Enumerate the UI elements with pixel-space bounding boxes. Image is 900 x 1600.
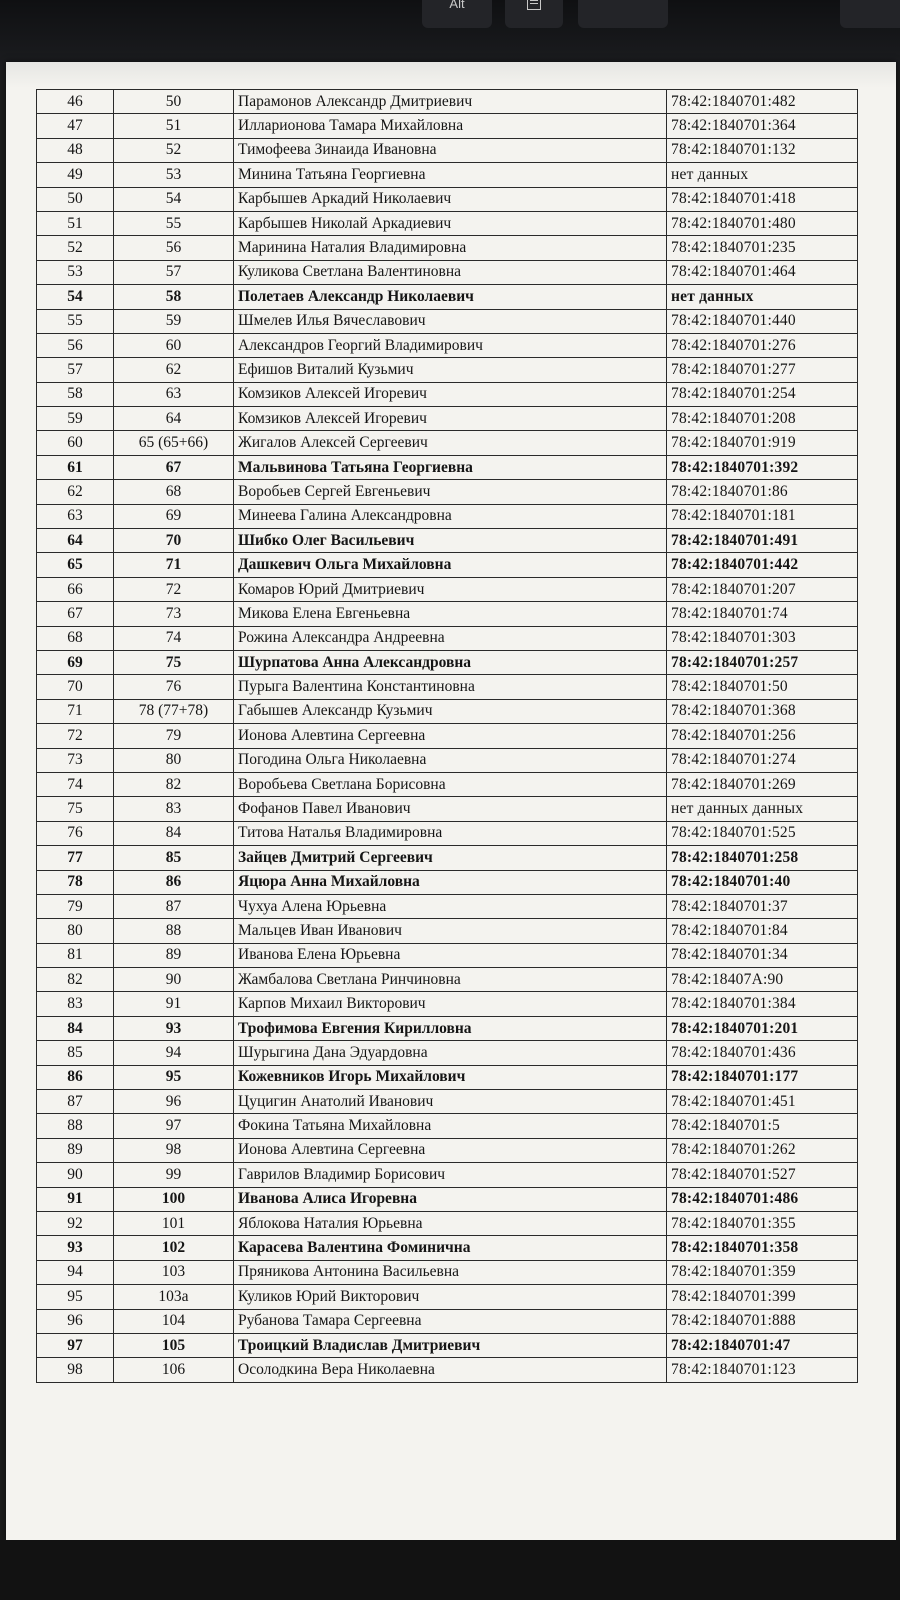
cadastral-number-cell: 78:42:1840701:37 <box>667 894 858 918</box>
table-row <box>37 553 858 577</box>
row-number-cell: 76 <box>37 821 114 845</box>
plot-number-cell: 74 <box>114 626 234 650</box>
table-row <box>37 1187 858 1211</box>
cadastral-number-cell: 78:42:1840701:442 <box>667 553 858 577</box>
plot-number-cell: 99 <box>114 1163 234 1187</box>
owner-name-cell: Шурыгина Дана Эдуардовна <box>234 1041 667 1065</box>
owner-name-cell: Погодина Ольга Николаевна <box>234 748 667 772</box>
table-row <box>37 455 858 479</box>
row-number-cell: 92 <box>37 1211 114 1235</box>
plot-number-cell: 106 <box>114 1358 234 1382</box>
owner-name-cell: Маринина Наталия Владимировна <box>234 236 667 260</box>
plot-number-cell: 64 <box>114 407 234 431</box>
bottom-background <box>0 1540 900 1600</box>
cadastral-number-cell: 78:42:1840701:888 <box>667 1309 858 1333</box>
cadastral-number-cell: 78:42:1840701:399 <box>667 1285 858 1309</box>
owner-name-cell: Иванова Елена Юрьевна <box>234 943 667 967</box>
plot-number-cell: 100 <box>114 1187 234 1211</box>
owner-name-cell: Карбышев Аркадий Николаевич <box>234 187 667 211</box>
owner-name-cell: Тимофеева Зинаида Ивановна <box>234 138 667 162</box>
owner-name-cell: Рожина Александра Андреевна <box>234 626 667 650</box>
plot-number-cell: 54 <box>114 187 234 211</box>
owner-name-cell: Полетаев Александр Николаевич <box>234 285 667 309</box>
plot-number-cell: 104 <box>114 1309 234 1333</box>
owner-name-cell: Пряникова Антонина Васильевна <box>234 1260 667 1284</box>
row-number-cell: 74 <box>37 772 114 796</box>
row-number-cell: 65 <box>37 553 114 577</box>
plot-number-cell: 105 <box>114 1333 234 1357</box>
cadastral-number-cell: 78:42:1840701:181 <box>667 504 858 528</box>
plot-number-cell: 60 <box>114 333 234 357</box>
row-number-cell: 69 <box>37 650 114 674</box>
row-number-cell: 81 <box>37 943 114 967</box>
row-number-cell: 95 <box>37 1285 114 1309</box>
row-number-cell: 62 <box>37 480 114 504</box>
row-number-cell: 88 <box>37 1114 114 1138</box>
cadastral-number-cell: 78:42:1840701:486 <box>667 1187 858 1211</box>
cadastral-number-cell: нет данных <box>667 285 858 309</box>
row-number-cell: 57 <box>37 358 114 382</box>
table-row <box>37 870 858 894</box>
table-row <box>37 699 858 723</box>
plot-number-cell: 75 <box>114 650 234 674</box>
cadastral-number-cell: 78:42:1840701:525 <box>667 821 858 845</box>
cadastral-number-cell: 78:42:1840701:355 <box>667 1211 858 1235</box>
cadastral-number-cell: 78:42:1840701:392 <box>667 455 858 479</box>
plot-number-cell: 70 <box>114 529 234 553</box>
plot-number-cell: 80 <box>114 748 234 772</box>
plot-number-cell: 63 <box>114 382 234 406</box>
plot-number-cell: 89 <box>114 943 234 967</box>
key-menu <box>505 0 563 28</box>
key-alt <box>422 0 492 28</box>
cadastral-number-cell: 78:42:18407А:90 <box>667 968 858 992</box>
owner-name-cell: Комзиков Алексей Игоревич <box>234 382 667 406</box>
owner-name-cell: Яцюра Анна Михайловна <box>234 870 667 894</box>
plot-number-cell: 67 <box>114 455 234 479</box>
table-row <box>37 577 858 601</box>
row-number-cell: 60 <box>37 431 114 455</box>
table-row <box>37 1333 858 1357</box>
row-number-cell: 98 <box>37 1358 114 1382</box>
row-number-cell: 93 <box>37 1236 114 1260</box>
owner-name-cell: Яблокова Наталия Юрьевна <box>234 1211 667 1235</box>
owner-name-cell: Габышев Александр Кузьмич <box>234 699 667 723</box>
owner-name-cell: Шмелев Илья Вячеславович <box>234 309 667 333</box>
plot-number-cell: 57 <box>114 260 234 284</box>
table-row <box>37 1041 858 1065</box>
cadastral-number-cell: 78:42:1840701:919 <box>667 431 858 455</box>
plot-number-cell: 76 <box>114 675 234 699</box>
owner-name-cell: Минеева Галина Александровна <box>234 504 667 528</box>
plot-number-cell: 73 <box>114 602 234 626</box>
menu-key-icon <box>527 0 541 10</box>
cadastral-number-cell: 78:42:1840701:50 <box>667 675 858 699</box>
row-number-cell: 58 <box>37 382 114 406</box>
row-number-cell: 59 <box>37 407 114 431</box>
row-number-cell: 55 <box>37 309 114 333</box>
plot-number-cell: 53 <box>114 163 234 187</box>
owner-name-cell: Фокина Татьяна Михайловна <box>234 1114 667 1138</box>
plot-number-cell: 90 <box>114 968 234 992</box>
table-row <box>37 748 858 772</box>
table-row <box>37 675 858 699</box>
table-row <box>37 1016 858 1040</box>
owner-name-cell: Троицкий Владислав Дмитриевич <box>234 1333 667 1357</box>
owner-name-cell: Зайцев Дмитрий Сергеевич <box>234 846 667 870</box>
cadastral-number-cell: 78:42:1840701:256 <box>667 724 858 748</box>
table-row <box>37 1285 858 1309</box>
cadastral-number-cell: 78:42:1840701:277 <box>667 358 858 382</box>
table-row <box>37 358 858 382</box>
plot-number-cell: 88 <box>114 919 234 943</box>
owner-name-cell: Воробьева Светлана Борисовна <box>234 772 667 796</box>
owner-name-cell: Ионова Алевтина Сергеевна <box>234 724 667 748</box>
owner-name-cell: Ионова Алевтина Сергеевна <box>234 1138 667 1162</box>
row-number-cell: 73 <box>37 748 114 772</box>
table-row <box>37 1358 858 1382</box>
row-number-cell: 66 <box>37 577 114 601</box>
row-number-cell: 78 <box>37 870 114 894</box>
table-row <box>37 211 858 235</box>
row-number-cell: 61 <box>37 455 114 479</box>
row-number-cell: 85 <box>37 1041 114 1065</box>
owner-name-cell: Чухуа Алена Юрьевна <box>234 894 667 918</box>
cadastral-number-cell: 78:42:1840701:274 <box>667 748 858 772</box>
row-number-cell: 64 <box>37 529 114 553</box>
owner-name-cell: Осолодкина Вера Николаевна <box>234 1358 667 1382</box>
owner-name-cell: Карасева Валентина Фоминична <box>234 1236 667 1260</box>
cadastral-number-cell: 78:42:1840701:482 <box>667 90 858 114</box>
cadastral-number-cell: нет данных <box>667 163 858 187</box>
plot-number-cell: 62 <box>114 358 234 382</box>
plot-number-cell: 68 <box>114 480 234 504</box>
row-number-cell: 67 <box>37 602 114 626</box>
cadastral-number-cell: 78:42:1840701:257 <box>667 650 858 674</box>
cadastral-number-cell: 78:42:1840701:34 <box>667 943 858 967</box>
table-row <box>37 919 858 943</box>
cadastral-number-cell: 78:42:1840701:208 <box>667 407 858 431</box>
cadastral-number-cell: 78:42:1840701:5 <box>667 1114 858 1138</box>
plot-number-cell: 52 <box>114 138 234 162</box>
owner-name-cell: Дашкевич Ольга Михайловна <box>234 553 667 577</box>
plot-number-cell: 50 <box>114 90 234 114</box>
cadastral-number-cell: 78:42:1840701:436 <box>667 1041 858 1065</box>
row-number-cell: 80 <box>37 919 114 943</box>
table-row <box>37 1138 858 1162</box>
plot-number-cell: 103а <box>114 1285 234 1309</box>
cadastral-number-cell: 78:42:1840701:235 <box>667 236 858 260</box>
table-row <box>37 992 858 1016</box>
row-number-cell: 96 <box>37 1309 114 1333</box>
plot-number-cell: 65 (65+66) <box>114 431 234 455</box>
cadastral-number-cell: 78:42:1840701:262 <box>667 1138 858 1162</box>
row-number-cell: 50 <box>37 187 114 211</box>
cadastral-number-cell: 78:42:1840701:368 <box>667 699 858 723</box>
row-number-cell: 70 <box>37 675 114 699</box>
key-ctrl <box>578 0 668 28</box>
row-number-cell: 72 <box>37 724 114 748</box>
row-number-cell: 49 <box>37 163 114 187</box>
owner-name-cell: Жамбалова Светлана Ринчиновна <box>234 968 667 992</box>
table-row <box>37 602 858 626</box>
row-number-cell: 56 <box>37 333 114 357</box>
owner-name-cell: Жигалов Алексей Сергеевич <box>234 431 667 455</box>
plot-number-cell: 79 <box>114 724 234 748</box>
owners-table <box>36 89 858 1383</box>
table-row <box>37 187 858 211</box>
cadastral-number-cell: 78:42:1840701:384 <box>667 992 858 1016</box>
table-row <box>37 163 858 187</box>
plot-number-cell: 95 <box>114 1065 234 1089</box>
row-number-cell: 53 <box>37 260 114 284</box>
plot-number-cell: 91 <box>114 992 234 1016</box>
cadastral-number-cell: 78:42:1840701:132 <box>667 138 858 162</box>
table-row <box>37 1163 858 1187</box>
keyboard-background <box>0 0 900 70</box>
table-row <box>37 236 858 260</box>
plot-number-cell: 97 <box>114 1114 234 1138</box>
owner-name-cell: Илларионова Тамара Михайловна <box>234 114 667 138</box>
plot-number-cell: 69 <box>114 504 234 528</box>
table-row <box>37 114 858 138</box>
table-row <box>37 90 858 114</box>
owner-name-cell: Воробьев Сергей Евгеньевич <box>234 480 667 504</box>
owner-name-cell: Мальцев Иван Иванович <box>234 919 667 943</box>
cadastral-number-cell: 78:42:1840701:451 <box>667 1090 858 1114</box>
cadastral-number-cell: 78:42:1840701:258 <box>667 846 858 870</box>
owner-name-cell: Ефишов Виталий Кузьмич <box>234 358 667 382</box>
owner-name-cell: Парамонов Александр Дмитриевич <box>234 90 667 114</box>
table-row <box>37 1260 858 1284</box>
plot-number-cell: 59 <box>114 309 234 333</box>
owner-name-cell: Шурпатова Анна Александровна <box>234 650 667 674</box>
paper-top-edge <box>6 62 896 88</box>
plot-number-cell: 103 <box>114 1260 234 1284</box>
plot-number-cell: 102 <box>114 1236 234 1260</box>
row-number-cell: 48 <box>37 138 114 162</box>
owner-name-cell: Александров Георгий Владимирович <box>234 333 667 357</box>
plot-number-cell: 51 <box>114 114 234 138</box>
table-row <box>37 846 858 870</box>
table-row <box>37 285 858 309</box>
cadastral-number-cell: 78:42:1840701:480 <box>667 211 858 235</box>
table-row <box>37 894 858 918</box>
table-row <box>37 1114 858 1138</box>
row-number-cell: 89 <box>37 1138 114 1162</box>
row-number-cell: 63 <box>37 504 114 528</box>
row-number-cell: 90 <box>37 1163 114 1187</box>
table-row <box>37 724 858 748</box>
plot-number-cell: 82 <box>114 772 234 796</box>
plot-number-cell: 96 <box>114 1090 234 1114</box>
table-row <box>37 1236 858 1260</box>
plot-number-cell: 56 <box>114 236 234 260</box>
table-row <box>37 504 858 528</box>
owner-name-cell: Мальвинова Татьяна Георгиевна <box>234 455 667 479</box>
owner-name-cell: Карбышев Николай Аркадиевич <box>234 211 667 235</box>
row-number-cell: 51 <box>37 211 114 235</box>
table-row <box>37 772 858 796</box>
plot-number-cell: 98 <box>114 1138 234 1162</box>
table-row <box>37 821 858 845</box>
table-row <box>37 968 858 992</box>
row-number-cell: 83 <box>37 992 114 1016</box>
row-number-cell: 82 <box>37 968 114 992</box>
owner-name-cell: Титова Наталья Владимировна <box>234 821 667 845</box>
cadastral-number-cell: нет данных данных <box>667 797 858 821</box>
cadastral-number-cell: 78:42:1840701:123 <box>667 1358 858 1382</box>
plot-number-cell: 72 <box>114 577 234 601</box>
table-row <box>37 382 858 406</box>
plot-number-cell: 86 <box>114 870 234 894</box>
table-row <box>37 138 858 162</box>
owner-name-cell: Рубанова Тамара Сергеевна <box>234 1309 667 1333</box>
cadastral-number-cell: 78:42:1840701:527 <box>667 1163 858 1187</box>
row-number-cell: 86 <box>37 1065 114 1089</box>
cadastral-number-cell: 78:42:1840701:358 <box>667 1236 858 1260</box>
owner-name-cell: Куликов Юрий Викторович <box>234 1285 667 1309</box>
cadastral-number-cell: 78:42:1840701:418 <box>667 187 858 211</box>
owner-name-cell: Комаров Юрий Дмитриевич <box>234 577 667 601</box>
cadastral-number-cell: 78:42:1840701:86 <box>667 480 858 504</box>
owner-name-cell: Кожевников Игорь Михайлович <box>234 1065 667 1089</box>
table-row <box>37 1090 858 1114</box>
cadastral-number-cell: 78:42:1840701:303 <box>667 626 858 650</box>
owner-name-cell: Микова Елена Евгеньевна <box>234 602 667 626</box>
plot-number-cell: 93 <box>114 1016 234 1040</box>
owners-table-body <box>37 90 858 1383</box>
owner-name-cell: Иванова Алиса Игоревна <box>234 1187 667 1211</box>
owner-name-cell: Комзиков Алексей Игоревич <box>234 407 667 431</box>
row-number-cell: 47 <box>37 114 114 138</box>
cadastral-number-cell: 78:42:1840701:201 <box>667 1016 858 1040</box>
row-number-cell: 79 <box>37 894 114 918</box>
plot-number-cell: 85 <box>114 846 234 870</box>
plot-number-cell: 94 <box>114 1041 234 1065</box>
owner-name-cell: Трофимова Евгения Кирилловна <box>234 1016 667 1040</box>
table-row <box>37 1211 858 1235</box>
row-number-cell: 77 <box>37 846 114 870</box>
owner-name-cell: Гаврилов Владимир Борисович <box>234 1163 667 1187</box>
owner-name-cell: Фофанов Павел Иванович <box>234 797 667 821</box>
table-row <box>37 943 858 967</box>
row-number-cell: 54 <box>37 285 114 309</box>
owner-name-cell: Пурыга Валентина Константиновна <box>234 675 667 699</box>
owner-name-cell: Шибко Олег Васильевич <box>234 529 667 553</box>
table-row <box>37 333 858 357</box>
row-number-cell: 84 <box>37 1016 114 1040</box>
row-number-cell: 97 <box>37 1333 114 1357</box>
owner-name-cell: Карпов Михаил Викторович <box>234 992 667 1016</box>
plot-number-cell: 101 <box>114 1211 234 1235</box>
key-alt-label: Alt <box>449 0 465 11</box>
owner-name-cell: Цуцигин Анатолий Иванович <box>234 1090 667 1114</box>
cadastral-number-cell: 78:42:1840701:40 <box>667 870 858 894</box>
key-right <box>840 0 900 28</box>
table-row <box>37 650 858 674</box>
row-number-cell: 91 <box>37 1187 114 1211</box>
plot-number-cell: 71 <box>114 553 234 577</box>
row-number-cell: 52 <box>37 236 114 260</box>
plot-number-cell: 87 <box>114 894 234 918</box>
cadastral-number-cell: 78:42:1840701:491 <box>667 529 858 553</box>
table-row <box>37 309 858 333</box>
cadastral-number-cell: 78:42:1840701:254 <box>667 382 858 406</box>
plot-number-cell: 83 <box>114 797 234 821</box>
cadastral-number-cell: 78:42:1840701:359 <box>667 1260 858 1284</box>
plot-number-cell: 58 <box>114 285 234 309</box>
table-row <box>37 407 858 431</box>
table-row <box>37 626 858 650</box>
row-number-cell: 87 <box>37 1090 114 1114</box>
cadastral-number-cell: 78:42:1840701:464 <box>667 260 858 284</box>
cadastral-number-cell: 78:42:1840701:74 <box>667 602 858 626</box>
cadastral-number-cell: 78:42:1840701:276 <box>667 333 858 357</box>
row-number-cell: 75 <box>37 797 114 821</box>
table-row <box>37 480 858 504</box>
table-row <box>37 1065 858 1089</box>
cadastral-number-cell: 78:42:1840701:177 <box>667 1065 858 1089</box>
plot-number-cell: 78 (77+78) <box>114 699 234 723</box>
plot-number-cell: 84 <box>114 821 234 845</box>
owner-name-cell: Куликова Светлана Валентиновна <box>234 260 667 284</box>
table-row <box>37 529 858 553</box>
cadastral-number-cell: 78:42:1840701:47 <box>667 1333 858 1357</box>
cadastral-number-cell: 78:42:1840701:84 <box>667 919 858 943</box>
table-row <box>37 797 858 821</box>
cadastral-number-cell: 78:42:1840701:207 <box>667 577 858 601</box>
table-row <box>37 260 858 284</box>
row-number-cell: 94 <box>37 1260 114 1284</box>
plot-number-cell: 55 <box>114 211 234 235</box>
table-row <box>37 1309 858 1333</box>
row-number-cell: 46 <box>37 90 114 114</box>
owner-name-cell: Минина Татьяна Георгиевна <box>234 163 667 187</box>
cadastral-number-cell: 78:42:1840701:269 <box>667 772 858 796</box>
row-number-cell: 71 <box>37 699 114 723</box>
row-number-cell: 68 <box>37 626 114 650</box>
cadastral-number-cell: 78:42:1840701:364 <box>667 114 858 138</box>
table-row <box>37 431 858 455</box>
cadastral-number-cell: 78:42:1840701:440 <box>667 309 858 333</box>
